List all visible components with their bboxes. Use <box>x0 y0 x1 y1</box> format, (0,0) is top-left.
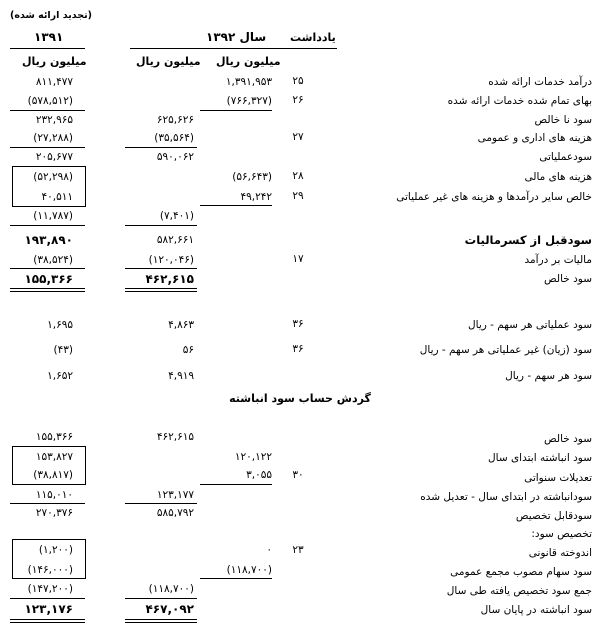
unit-1391: میلیون ریال <box>22 55 87 68</box>
row-value-c3: ۰ <box>266 544 272 556</box>
row-label: تعدیلات سنواتی <box>524 472 592 484</box>
row-value-c2: ۴,۹۱۹ <box>168 370 194 382</box>
row-value-1391: (۲۷,۲۸۸) <box>33 132 73 144</box>
row-value-1391: ۲۷۰,۳۷۶ <box>35 507 73 519</box>
row-value-c2: (۳۵,۵۶۴) <box>154 132 194 144</box>
bracket-box-1391 <box>12 446 86 485</box>
row-label: سودانباشته در ابتدای سال - تعدیل شده <box>420 491 592 503</box>
row-value-c3: (۷۶۶,۳۲۷) <box>226 95 272 107</box>
bracket-box-1391 <box>12 166 86 207</box>
row-label: سودقبل از کسرمالیات <box>464 233 592 247</box>
row-value-c2: ۵۹۰,۰۶۲ <box>156 151 194 163</box>
row-value-c2: ۴۶۲,۶۱۵ <box>145 272 194 286</box>
row-value-c2: ۵۶ <box>182 344 194 356</box>
row-value-c3: (۵۶,۶۴۳) <box>232 171 272 183</box>
row-value-1391: ۱۵۵,۳۶۶ <box>24 272 73 286</box>
row-value-1391: ۲۳۲,۹۶۵ <box>35 114 73 126</box>
row-value-1391: ۱۱۵,۰۱۰ <box>35 489 73 501</box>
row-value-c2: ۶۲۵,۶۲۶ <box>156 114 194 126</box>
row-value-1391: ۸۱۱,۴۷۷ <box>35 76 73 88</box>
row-note: ۳۶ <box>292 318 304 330</box>
row-label: درآمد خدمات ارائه شده <box>488 76 592 88</box>
row-value-c2: (۷,۴۰۱) <box>159 210 194 222</box>
row-value-c2: (۱۱۸,۷۰۰) <box>148 583 194 595</box>
unit-1392-left: میلیون ریال <box>136 55 201 68</box>
row-value-1391: (۵۷۸,۵۱۲) <box>27 95 73 107</box>
row-note: ۳۰ <box>292 469 304 481</box>
header-rule-1392 <box>130 48 275 49</box>
row-value-1391: (۱۴۶,۰۰۰) <box>27 564 73 576</box>
row-value-c2: ۱۲۳,۱۷۷ <box>156 489 194 501</box>
row-label: هزینه های اداری و عمومی <box>477 132 592 144</box>
row-value-1391: (۱۱,۷۸۷) <box>33 210 73 222</box>
row-label: هزینه های مالی <box>524 171 592 183</box>
row-value-c3: ۳,۰۵۵ <box>246 469 272 481</box>
row-value-1391: ۱,۶۵۲ <box>47 370 73 382</box>
row-value-1391: (۵۲,۲۹۸) <box>33 171 73 183</box>
year-1392-heading: سال ۱۳۹۲ <box>206 30 267 44</box>
row-note: ۲۳ <box>292 544 304 556</box>
row-value-1391: (۱۴۷,۲۰۰) <box>27 583 73 595</box>
row-value-1391: (۱,۲۰۰) <box>38 544 73 556</box>
row-note: ۲۹ <box>292 190 304 202</box>
row-value-c2: ۴۶۲,۶۱۵ <box>156 431 194 443</box>
row-value-1391: ۴۰,۵۱۱ <box>41 191 73 203</box>
row-value-c2: ۴۶۷,۰۹۲ <box>145 602 194 616</box>
row-value-1391: ۱۵۳,۸۲۷ <box>35 451 73 463</box>
row-label: سود عملیاتی هر سهم - ریال <box>467 319 592 331</box>
row-label: سودقابل تخصیص <box>515 510 592 522</box>
row-value-c2: (۱۲۰,۰۴۶) <box>148 254 194 266</box>
row-label: سود خالص <box>544 273 592 285</box>
row-label: سود سهام مصوب مجمع عمومی <box>450 566 592 578</box>
row-label: سود خالص <box>544 433 592 445</box>
row-value-c3: (۱۱۸,۷۰۰) <box>226 564 272 576</box>
row-value-1391: ۲۰۵,۶۷۷ <box>35 151 73 163</box>
row-note: ۳۶ <box>292 343 304 355</box>
row-value-1391: ۱۹۳,۸۹۰ <box>24 233 73 247</box>
row-value-1391: ۱,۶۹۵ <box>47 319 73 331</box>
row-label: سودعملیاتی <box>539 151 592 163</box>
row-note: ۲۷ <box>292 131 304 143</box>
restated-label: (تجدید ارائه شده) <box>10 10 93 21</box>
bracket-box-1391 <box>12 539 86 579</box>
row-value-1391: (۴۳) <box>53 344 73 356</box>
row-note: ۱۷ <box>292 253 304 265</box>
row-note: ۲۸ <box>292 170 304 182</box>
row-label: بهای تمام شده خدمات ارائه شده <box>447 95 592 107</box>
section-title: گردش حساب سود انباشته <box>229 392 371 405</box>
row-label: سود (زیان) غیر عملیاتی هر سهم - ریال <box>419 344 592 356</box>
row-value-1391: (۳۸,۸۱۷) <box>33 469 73 481</box>
row-label: خالص سایر درآمدها و هزینه های غیر عملیاتی <box>396 191 592 203</box>
row-label: سود هر سهم - ریال <box>505 370 592 382</box>
row-value-1391: ۱۵۵,۳۶۶ <box>35 431 73 443</box>
row-value-1391: ۱۲۳,۱۷۶ <box>24 602 73 616</box>
header-rule-note <box>262 48 337 49</box>
row-value-1391: (۳۸,۵۲۴) <box>33 254 73 266</box>
row-note: ۲۵ <box>292 75 304 87</box>
row-label: تخصیص سود: <box>531 528 592 540</box>
unit-1392-right: میلیون ریال <box>216 55 281 68</box>
row-label: سود انباشته ابتدای سال <box>488 452 592 464</box>
year-1391-heading: ۱۳۹۱ <box>34 30 64 44</box>
row-label: اندوخته قانونی <box>528 547 592 559</box>
row-value-c2: ۵۸۵,۷۹۲ <box>156 507 194 519</box>
row-note: ۲۶ <box>292 94 304 106</box>
row-label: مالیات بر درآمد <box>524 254 592 266</box>
row-value-c2: ۵۸۲,۶۶۱ <box>156 234 194 246</box>
row-value-c2: ۴,۸۶۳ <box>168 319 194 331</box>
row-value-c3: ۱۲۰,۱۲۲ <box>234 451 272 463</box>
row-value-c3: ۴۹,۲۴۲ <box>240 191 272 203</box>
row-label: جمع سود تخصیص یافته طی سال <box>446 585 592 597</box>
row-value-c3: ۱,۳۹۱,۹۵۳ <box>225 76 272 88</box>
header-rule-1391 <box>10 48 85 49</box>
row-label: سود انباشته در پایان سال <box>480 604 592 616</box>
row-label: سود نا خالص <box>534 114 592 126</box>
note-column-heading: یادداشت <box>290 31 336 44</box>
